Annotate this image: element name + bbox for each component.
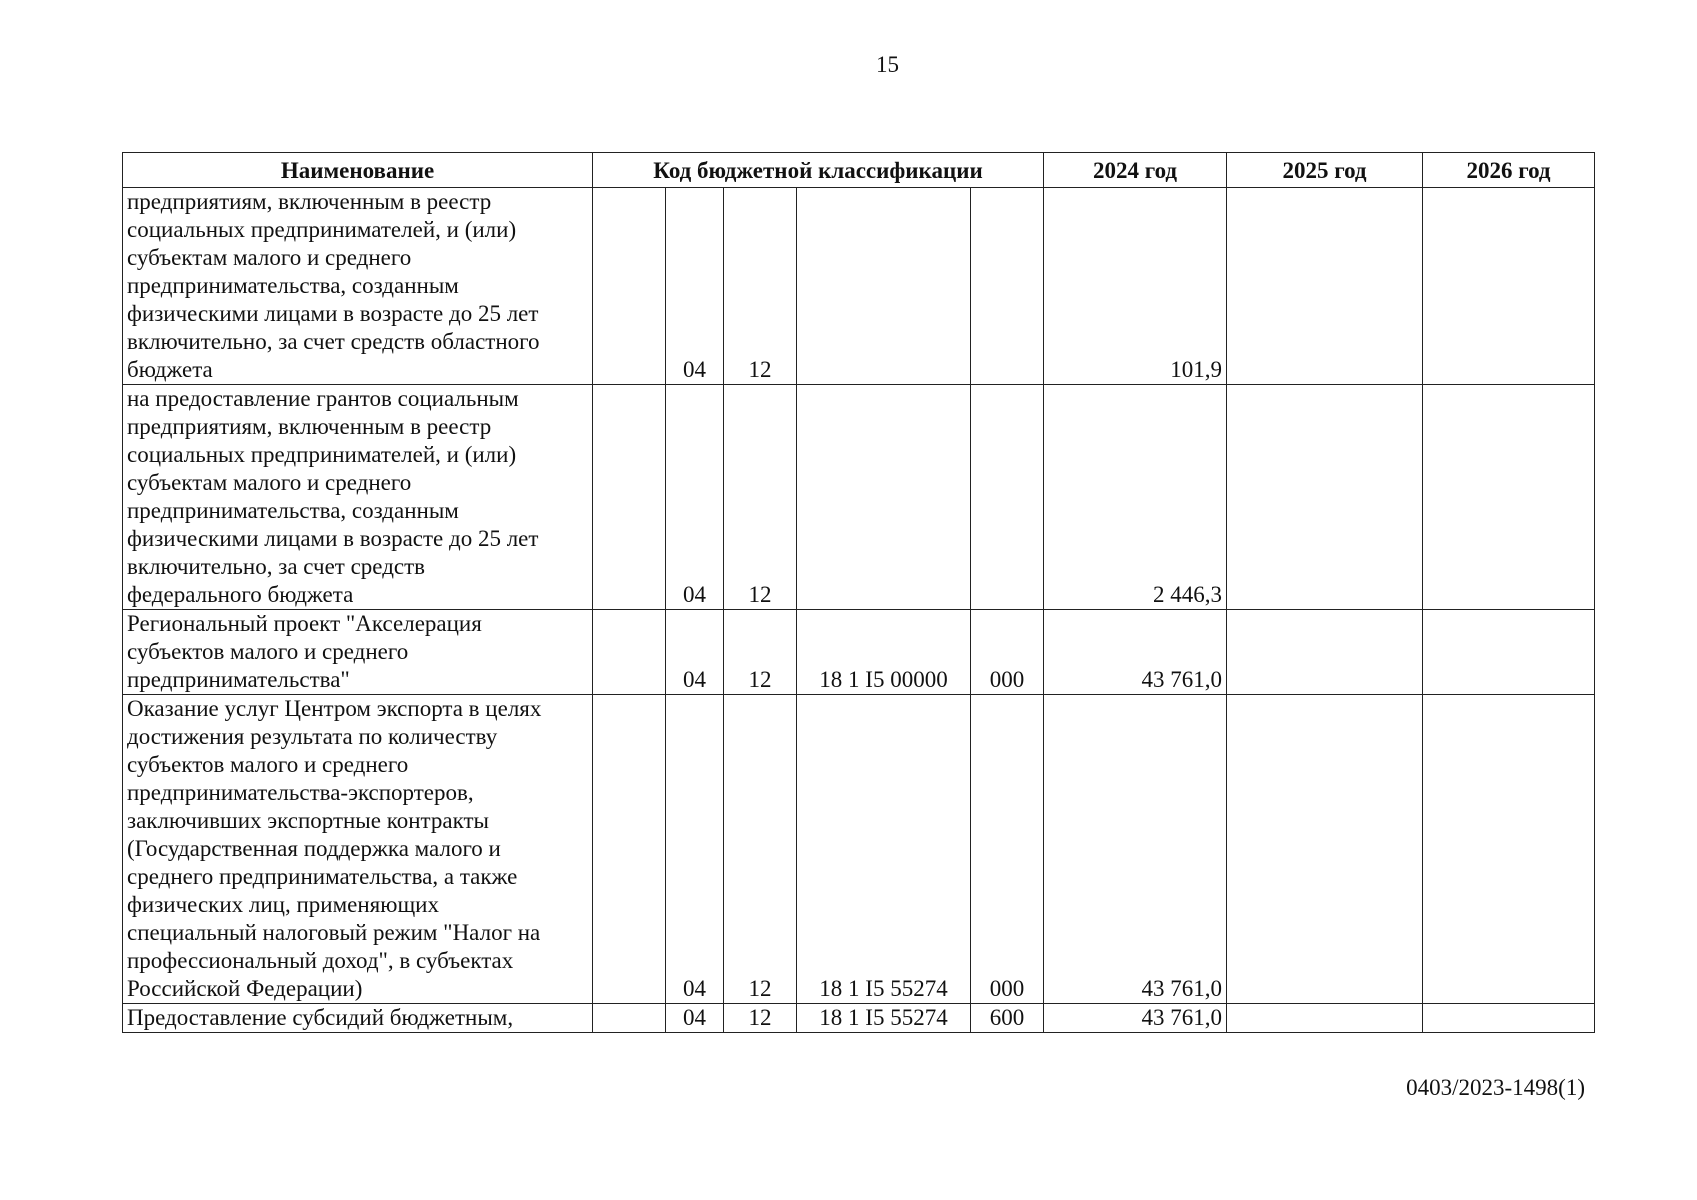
row-target-article: 18 1 I5 55274 xyxy=(797,695,971,1004)
row-amount-2024: 101,9 xyxy=(1044,188,1227,385)
row-name: Оказание услуг Центром экспорта в целях достижения результата по количеству субъектов малого и среднего предпринимательства-экспортеров, заключивших экспортные контракты (Государственная поддержка малого и среднего предпринимательства, а также физических лиц, применяющих специальный налоговый режим "Налог на профессиональный доход", в субъектах Российской Федерации) xyxy=(123,695,593,1004)
row-admin-code xyxy=(593,695,666,1004)
row-amount-2024: 43 761,0 xyxy=(1044,610,1227,695)
budget-table xyxy=(122,152,1595,1033)
row-target-article xyxy=(797,188,971,385)
row-amount-2025 xyxy=(1227,695,1423,1004)
row-subsection: 12 xyxy=(724,385,797,610)
page-number: 15 xyxy=(876,52,899,77)
row-section: 04 xyxy=(666,188,724,385)
table-row xyxy=(123,385,1595,610)
row-expense-type: 000 xyxy=(971,695,1044,1004)
row-expense-type: 600 xyxy=(971,1004,1044,1033)
row-name: предприятиям, включенным в реестр социальных предпринимателей, и (или) субъектам малого и среднего предпринимательства, созданным физическими лицами в возрасте до 25 лет включительно, за счет средств областного бюджета xyxy=(123,188,593,385)
row-expense-type xyxy=(971,188,1044,385)
row-amount-2024: 43 761,0 xyxy=(1044,695,1227,1004)
row-amount-2026 xyxy=(1423,610,1595,695)
row-amount-2026 xyxy=(1423,695,1595,1004)
table-row xyxy=(123,188,1595,385)
header-name: Наименование xyxy=(123,153,593,188)
row-amount-2025 xyxy=(1227,1004,1423,1033)
row-subsection: 12 xyxy=(724,188,797,385)
row-section: 04 xyxy=(666,610,724,695)
row-target-article: 18 1 I5 00000 xyxy=(797,610,971,695)
header-budget-code: Код бюджетной классификации xyxy=(593,153,1044,188)
row-amount-2024: 43 761,0 xyxy=(1044,1004,1227,1033)
row-subsection: 12 xyxy=(724,695,797,1004)
row-expense-type: 000 xyxy=(971,610,1044,695)
table-header-row xyxy=(123,153,1595,188)
table-row xyxy=(123,695,1595,1004)
row-admin-code xyxy=(593,188,666,385)
row-subsection: 12 xyxy=(724,1004,797,1033)
row-amount-2026 xyxy=(1423,385,1595,610)
row-target-article xyxy=(797,385,971,610)
table-row xyxy=(123,610,1595,695)
row-target-article: 18 1 I5 55274 xyxy=(797,1004,971,1033)
row-amount-2026 xyxy=(1423,1004,1595,1033)
row-name: Региональный проект "Акселерация субъектов малого и среднего предпринимательства" xyxy=(123,610,593,695)
header-2024: 2024 год xyxy=(1044,153,1227,188)
row-subsection: 12 xyxy=(724,610,797,695)
header-2026: 2026 год xyxy=(1423,153,1595,188)
row-section: 04 xyxy=(666,1004,724,1033)
row-section: 04 xyxy=(666,695,724,1004)
table-row xyxy=(123,1004,1595,1033)
row-amount-2026 xyxy=(1423,188,1595,385)
row-amount-2025 xyxy=(1227,610,1423,695)
header-2025: 2025 год xyxy=(1227,153,1423,188)
row-amount-2024: 2 446,3 xyxy=(1044,385,1227,610)
row-section: 04 xyxy=(666,385,724,610)
row-admin-code xyxy=(593,385,666,610)
document-registration-code: 0403/2023-1498(1) xyxy=(1406,1075,1585,1100)
row-admin-code xyxy=(593,610,666,695)
row-expense-type xyxy=(971,385,1044,610)
row-name: на предоставление грантов социальным предприятиям, включенным в реестр социальных предпринимателей, и (или) субъектам малого и среднего предпринимательства, созданным физическими лицами в возрасте до 25 лет включительно, за счет средств федерального бюджета xyxy=(123,385,593,610)
row-amount-2025 xyxy=(1227,188,1423,385)
row-amount-2025 xyxy=(1227,385,1423,610)
row-name: Предоставление субсидий бюджетным, xyxy=(123,1004,593,1033)
row-admin-code xyxy=(593,1004,666,1033)
